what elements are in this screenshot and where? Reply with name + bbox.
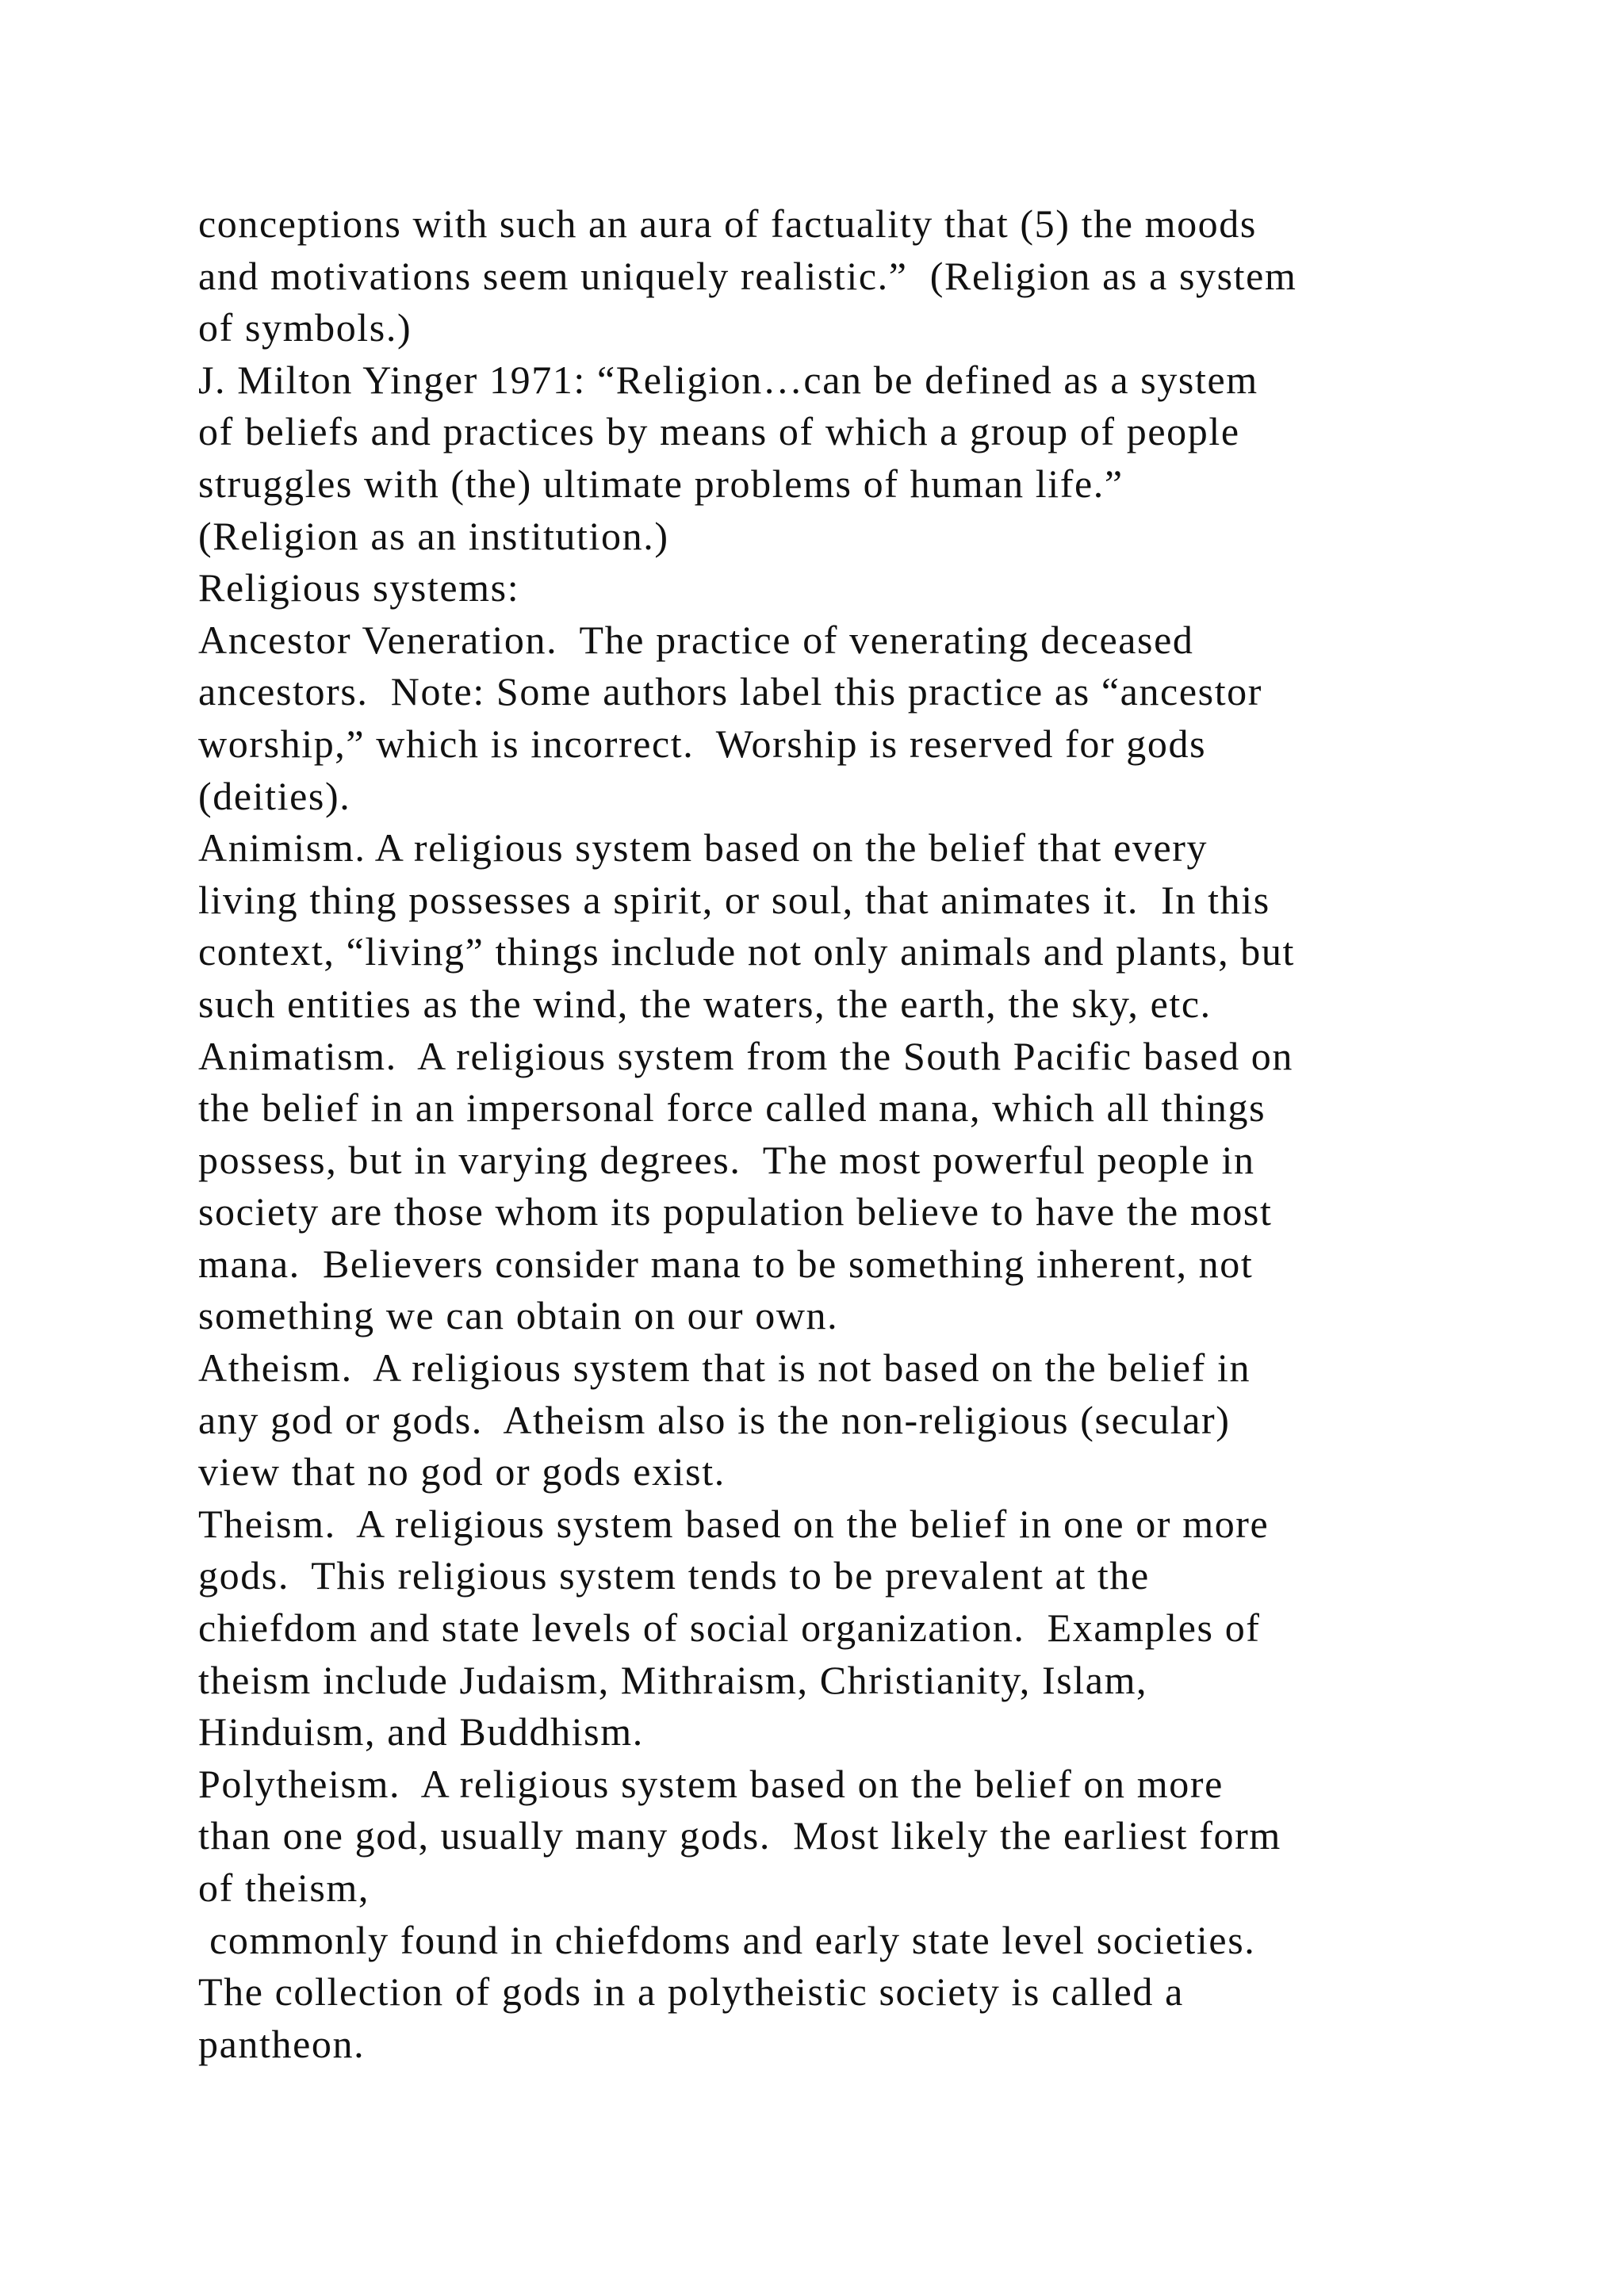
text-line: of theism, [198,1866,370,1910]
text-line: ancestors. Note: Some authors label this practice as “ancestor [198,669,1263,714]
text-line: than one god, usually many gods. Most likely the earliest form [198,1813,1281,1858]
text-line: conceptions with such an aura of factuality that (5) the moods [198,201,1257,246]
text-line: of symbols.) [198,305,412,350]
text-line: any god or gods. Atheism also is the non-religious (secular) [198,1397,1231,1442]
text-line: (deities). [198,773,351,818]
text-line: context, “living” things include not only animals and plants, but [198,929,1295,974]
text-line: Ancestor Veneration. The practice of venerating deceased [198,617,1194,662]
text-line: such entities as the wind, the waters, the earth, the sky, etc. [198,981,1212,1026]
body-text [198,198,1467,2070]
text-line: Theism. A religious system based on the belief in one or more [198,1501,1270,1546]
text-line: something we can obtain on our own. [198,1293,839,1338]
text-line: Polytheism. A religious system based on the belief on more [198,1761,1224,1806]
text-line: commonly found in chiefdoms and early state level societies. [198,1917,1256,1962]
text-line: worship,” which is incorrect. Worship is reserved for gods [198,721,1207,766]
text-line: The collection of gods in a polytheistic society is called a [198,1969,1184,2015]
text-line: living thing possesses a spirit, or soul, that animates it. In this [198,877,1270,922]
text-line: Animism. A religious system based on the belief that every [198,825,1208,871]
text-line: theism include Judaism, Mithraism, Christianity, Islam, [198,1657,1148,1702]
text-line: and motivations seem uniquely realistic.” (Religion as a system [198,253,1297,298]
text-line: gods. This religious system tends to be prevalent at the [198,1553,1150,1598]
text-line: Animatism. A religious system from the South Pacific based on [198,1033,1294,1078]
text-line: the belief in an impersonal force called mana, which all things [198,1085,1266,1131]
text-line: J. Milton Yinger 1971: “Religion…can be defined as a system [198,357,1258,402]
text-line: struggles with (the) ultimate problems of human life.” [198,461,1124,506]
text-line: of beliefs and practices by means of which a group of people [198,409,1240,454]
text-line: society are those whom its population believe to have the most [198,1189,1273,1234]
text-line: (Religion as an institution.) [198,513,669,558]
text-line: view that no god or gods exist. [198,1449,726,1494]
text-line: Hinduism, and Buddhism. [198,1709,644,1755]
text-line: pantheon. [198,2021,366,2066]
text-line: Atheism. A religious system that is not based on the belief in [198,1345,1251,1391]
text-line: mana. Believers consider mana to be something inherent, not [198,1241,1254,1286]
section-heading: Religious systems: [198,565,520,610]
text-line: chiefdom and state levels of social organization. Examples of [198,1605,1261,1651]
text-line: possess, but in varying degrees. The most powerful people in [198,1137,1255,1182]
